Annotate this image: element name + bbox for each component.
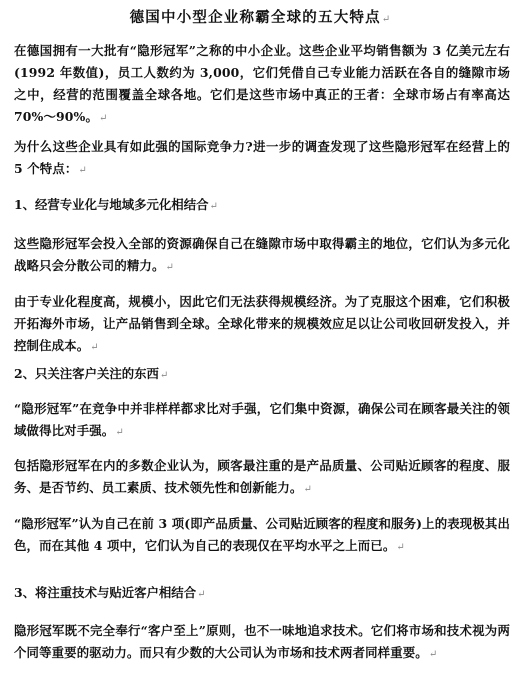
paragraph-mark-icon: ↵	[115, 427, 124, 438]
paragraph-mark-icon: ↵	[78, 165, 87, 176]
paragraph-2a: “隐形冠军”在竞争中并非样样都求比对手强，它们集中资源，确保公司在顾客最关注的领域做得比对手强。↵	[14, 401, 510, 438]
paragraph-2b: 包括隐形冠军在内的多数企业认为，顾客最注重的是产品质量、公司贴近顾客的程度、服务、是否节约、员工素质、技术领先性和创新能力。↵	[14, 458, 510, 495]
paragraph-2c: “隐形冠军”认为自己在前 3 项(即产品质量、公司贴近顾客的程度和服务)上的表现极其出色，而在其他 4 项中，它们认为自己的表现仅在平均水平之上而已。↵	[14, 516, 510, 553]
paragraph-question: 为什么这些企业具有如此强的国际竞争力?进一步的调查发现了这些隐形冠军在经营上的 5 个特点：↵	[14, 139, 510, 176]
section-heading-2: 2、只关注客户关注的东西↵	[14, 366, 169, 381]
paragraph-1b: 由于专业化程度高，规模小，因此它们无法获得规模经济。为了克服这个困难，它们积极开拓海外市场，让产品销售到全球。全球化带来的规模效应足以让公司收回研发投入，并控制住成本。↵	[14, 294, 510, 353]
paragraph-mark-icon: ↵	[197, 589, 206, 600]
paragraph-mark-icon: ↵	[159, 370, 169, 381]
document-title: 德国中小型企业称霸全球的五大特点↵	[129, 9, 392, 26]
section-heading-3: 3、将注重技术与贴近客户相结合↵	[14, 585, 206, 600]
paragraph-mark-icon: ↵	[381, 14, 392, 25]
paragraph-intro: 在德国拥有一大批有“隐形冠军”之称的中小企业。这些企业平均销售额为 3 亿美元左右(1992 年数值)，员工人数约为 3,000，它们凭借自己专业能力活跃在各自的缝隙市场之中，经营的范围覆盖全球各地。它们是这些市场中真正的王者：全球市场占有率高达 70%～90%。↵	[14, 43, 510, 124]
paragraph-mark-icon: ↵	[90, 342, 99, 353]
section-heading-1: 1、经营专业化与地域多元化相结合↵	[14, 197, 218, 212]
paragraph-3a: 隐形冠军既不完全奉行“客户至上”原则，也不一味地追求技术。它们将市场和技术视为两个同等重要的驱动力。而只有少数的大公司认为市场和技术两者同样重要。↵	[14, 623, 510, 660]
paragraph-mark-icon: ↵	[165, 262, 175, 273]
paragraph-mark-icon: ↵	[303, 484, 312, 495]
paragraph-1a: 这些隐形冠军会投入全部的资源确保自己在缝隙市场中取得霸主的地位，它们认为多元化战略只会分散公司的精力。↵	[14, 236, 510, 273]
paragraph-mark-icon: ↵	[396, 542, 405, 553]
paragraph-mark-icon: ↵	[428, 649, 438, 660]
paragraph-mark-icon: ↵	[209, 201, 218, 212]
paragraph-mark-icon: ↵	[99, 113, 108, 124]
